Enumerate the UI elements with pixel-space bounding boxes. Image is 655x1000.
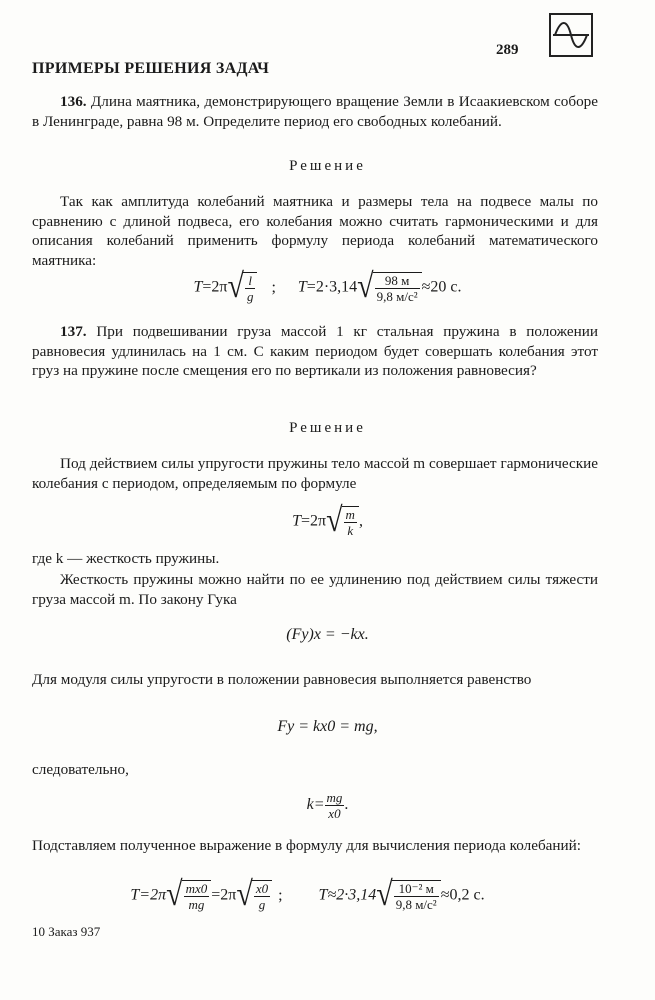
solution-para-4: следовательно, xyxy=(32,761,129,778)
formula-stiffness: k= $\frac{mg}{x0}$ . xyxy=(306,790,349,821)
formula-final: T=2π √ $\frac{mx0}{mg}$ =2π √ $\frac{x0}{g}$ ; T≈2·3,14 √ $\frac{\text{10⁻² м}}{\text{9,8 м/с²}}$ ≈0,2 с. xyxy=(130,875,485,914)
formula-pendulum-period: T=2π √ $\frac{l}{g}$ ; T=2·3,14 √ $\frac{98 м}{\text{9,8 м/с²}}$ ≈20 с. xyxy=(193,267,462,306)
page-number: 289 xyxy=(496,42,519,58)
solution-heading: Решение xyxy=(289,420,366,436)
problem-number: 136. xyxy=(60,93,87,110)
solution-para-2: Жесткость пружины можно найти по ее удлинению под действием силы тяжести груза массой m. По закону Гука xyxy=(32,571,598,608)
section-title: ПРИМЕРЫ РЕШЕНИЯ ЗАДАЧ xyxy=(32,60,270,77)
problem-137 xyxy=(32,322,598,381)
pendulum-wave-icon xyxy=(549,13,593,57)
problem-text: При подвешивании груза массой 1 кг стальная пружина в положении равновесия удлинилась на 1 см. С каким периодом будет совершать колебания этот груз на пружине после смещения его по вертикали из положения равновесия? xyxy=(32,323,599,380)
solution-para-1: Под действием силы упругости пружины тело массой m совершает гармонические колебания с периодом, определяемым по формуле xyxy=(32,455,598,492)
solution-para-3: Для модуля силы упругости в положении равновесия выполняется равенство xyxy=(32,671,532,688)
solution-para-5: Подставляем полученное выражение в формулу для вычисления периода колебаний: xyxy=(32,837,582,854)
footer-print-mark: 10 Заказ 937 xyxy=(32,924,101,939)
problem-136 xyxy=(32,92,598,131)
formula-spring-period: T=2π √ $\frac{m}{k}$ , xyxy=(292,501,363,540)
problem-number: 137. xyxy=(60,323,87,340)
formula-equilibrium: Fy = kx0 = mg, xyxy=(277,718,378,735)
solution-text: Так как амплитуда колебаний маятника и размеры тела на подвесе малы по сравнению с длиной подвеса, его колебания можно считать гармоническими и для описания колебаний применить формулу периода колебаний математического маятника: xyxy=(32,193,598,269)
solution-heading: Решение xyxy=(289,158,366,174)
formula-hooke: (Fy)x = −kx. xyxy=(286,626,369,643)
problem-text: Длина маятника, демонстрирующего вращение Земли в Исаакиевском соборе в Ленинграде, равна 98 м. Определите период его свободных колебаний. xyxy=(32,93,599,130)
where-text: где k — жесткость пружины. xyxy=(32,550,220,567)
